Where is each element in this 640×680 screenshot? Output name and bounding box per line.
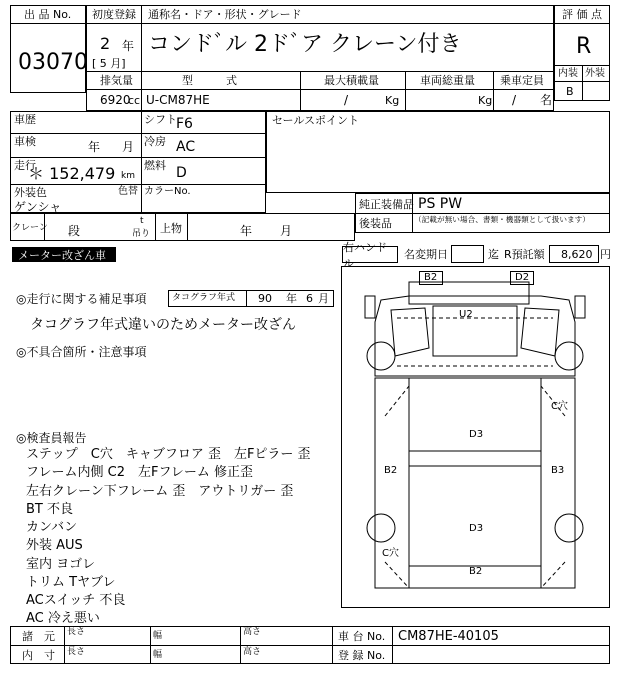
crane-ton: t <box>140 216 144 226</box>
upper-month-unit: 月 <box>280 224 293 238</box>
right-hand-drive-tag: 右ハンドル <box>342 246 398 263</box>
lot-number-label: 出 品 No. <box>24 8 72 21</box>
front-right-wheel <box>555 342 583 370</box>
name-change-value <box>451 245 484 263</box>
details-box <box>10 111 266 213</box>
report-line: BT 不良 <box>26 502 73 517</box>
damage-c-hole-left-label: C穴 <box>382 548 399 559</box>
front-left-wheel <box>367 342 395 370</box>
specs-footer-label: 諸 元 <box>22 630 55 643</box>
grade-label: 評 価 点 <box>562 8 602 21</box>
displacement-unit: cc <box>128 94 141 107</box>
capacity-unit: 名 <box>540 93 553 107</box>
right-window <box>521 308 559 356</box>
name-change-label: 名変期日 <box>404 248 448 261</box>
interior-grade: B <box>566 85 574 98</box>
chassis-label: 車 台 No. <box>338 630 386 643</box>
height-label: 高さ <box>243 627 262 637</box>
mileage-label: 走行 <box>14 159 36 172</box>
exterior-color-value: ゲンシャ <box>14 200 62 214</box>
damage-b2-bottom-label: B2 <box>469 566 483 577</box>
damage-b3-right-label: B3 <box>551 465 565 476</box>
exterior-color-label: 外装色 <box>14 186 47 199</box>
model-code-label: 型 式 <box>182 74 237 87</box>
report-line: トリム Tヤブレ <box>26 575 116 590</box>
right-mirror <box>575 296 585 318</box>
damage-u2-label: U2 <box>459 309 473 320</box>
max-load-separator: / <box>344 93 349 107</box>
cargo-bed <box>409 378 541 588</box>
crane-stage: 段 <box>68 224 81 238</box>
left-window <box>391 308 429 356</box>
model-name: コンドﾞル 2ドﾞア クレーン付き <box>148 32 462 57</box>
width-label-2: 幅 <box>153 650 163 660</box>
aftermarket-note: （記載が無い場合、書類・機器類として扱います） <box>414 216 590 225</box>
displacement-label: 排気量 <box>100 74 133 87</box>
aircon-label: 冷房 <box>144 135 166 148</box>
crane-box <box>10 213 355 241</box>
report-line: AC 冷え悪い <box>26 611 100 626</box>
mileage-value: ＊ 152,479 <box>28 164 116 183</box>
equipment-label: 純正装備品 <box>359 198 414 211</box>
report-line: ACスイッチ 不良 <box>26 593 126 608</box>
report-line: カンバン <box>26 520 78 535</box>
upper-year-unit: 年 <box>240 224 253 238</box>
max-load-unit: Kg <box>385 94 400 107</box>
deadline-label: 迄 <box>488 248 499 261</box>
cab-body <box>375 296 575 376</box>
mileage-unit: km <box>121 171 135 181</box>
chassis-number: CM87HE-40105 <box>398 629 499 644</box>
aircon-value: AC <box>176 139 196 155</box>
gross-weight-unit: Kg <box>478 94 493 107</box>
width-label: 幅 <box>153 631 163 641</box>
fuel-value: D <box>176 165 187 181</box>
capacity-label: 乗車定員 <box>500 74 544 87</box>
equipment-value: PS PW <box>418 196 463 212</box>
shift-label: シフト <box>144 113 177 126</box>
gross-weight-label: 車両総重量 <box>420 74 475 87</box>
displacement-value: 6920 <box>100 93 131 107</box>
capacity-separator: / <box>512 93 517 107</box>
color-code-label: カラーNo. <box>144 186 191 197</box>
registration-number-label: 登 録 No. <box>338 649 386 662</box>
damage-d3-lower-label: D3 <box>469 523 484 534</box>
inspection-label: 車検 <box>14 135 36 148</box>
year-unit: 年 <box>122 39 135 53</box>
rear-right-wheel <box>555 514 583 542</box>
damage-b2-left-label: B2 <box>384 465 398 476</box>
inner-dimensions-label: 内 寸 <box>22 649 55 662</box>
report-line: フレーム内側 C2 左Fフレーム 修正歪 <box>26 465 254 480</box>
interior-grade-label: 内装 <box>558 68 578 79</box>
shift-value: F6 <box>176 116 193 132</box>
inspection-year-unit: 年 <box>88 140 101 154</box>
history-label: 車歴 <box>14 113 36 126</box>
tacho-year: 90 <box>258 292 272 305</box>
damage-d2-top-label: D2 <box>515 272 530 283</box>
cab-roof <box>409 282 529 304</box>
tacho-month: 6 <box>306 292 313 305</box>
tacho-month-unit: 月 <box>318 292 329 305</box>
upper-label: 上物 <box>160 222 182 235</box>
report-line: 外装 AUS <box>26 538 83 553</box>
registration-year: 2 <box>100 34 111 53</box>
defects-label: ◎不具合箇所・注意事項 <box>16 345 147 359</box>
inspection-month-unit: 月 <box>122 140 135 154</box>
report-line: 左右クレーン下フレーム 歪 アウトリガー 歪 <box>26 484 294 499</box>
recycle-deposit-value: 8,620 <box>561 248 593 261</box>
sales-point-label: セールスポイント <box>272 114 360 127</box>
report-line: 室内 ヨゴレ <box>26 557 96 572</box>
height-label-2: 高さ <box>243 647 262 657</box>
lot-number: 03070 <box>18 50 88 75</box>
registration-month: [ 5 月] <box>92 57 126 70</box>
cab-center <box>433 306 517 356</box>
mileage-supplement-label: ◎走行に関する補足事項 <box>16 292 147 306</box>
max-load-label: 最大積載量 <box>324 74 379 87</box>
first-registration-label: 初度登録 <box>92 8 136 21</box>
length-label-2: 長さ <box>67 647 86 657</box>
aftermarket-label: 後装品 <box>359 217 392 230</box>
damage-d3-upper-label: D3 <box>469 429 484 440</box>
damage-b2-top-label: B2 <box>424 272 438 283</box>
yen-unit: 円 <box>600 248 611 261</box>
left-mirror <box>365 296 375 318</box>
length-label: 長さ <box>67 627 86 637</box>
rear-left-wheel <box>367 514 395 542</box>
meter-tampered-banner: メーター改ざん車 <box>12 247 116 262</box>
model-name-label: 通称名・ドア・形状・グレード <box>148 8 302 21</box>
damage-c-hole-right-label: C穴 <box>551 401 568 412</box>
tacho-year-unit: 年 <box>286 292 297 305</box>
recycle-deposit-label: R預託額 <box>504 248 545 261</box>
exterior-grade-label: 外装 <box>585 68 605 79</box>
crane-label: クレーン <box>12 223 48 233</box>
tacho-note: タコグラフ年式違いのためメーター改ざん <box>30 317 296 333</box>
tacho-year-label: タコグラフ年式 <box>172 293 236 303</box>
crane-lift: 吊り <box>132 229 151 239</box>
inspector-report-label: ◎検査員報告 <box>16 431 87 445</box>
color-change-label: 色替 <box>118 186 138 197</box>
fuel-label: 燃料 <box>144 159 166 172</box>
grade-value: R <box>576 34 592 59</box>
report-line: ステップ C穴 キャブフロア 歪 左Fピラー 歪 <box>26 447 311 462</box>
model-code: U-CM87HE <box>146 93 210 107</box>
